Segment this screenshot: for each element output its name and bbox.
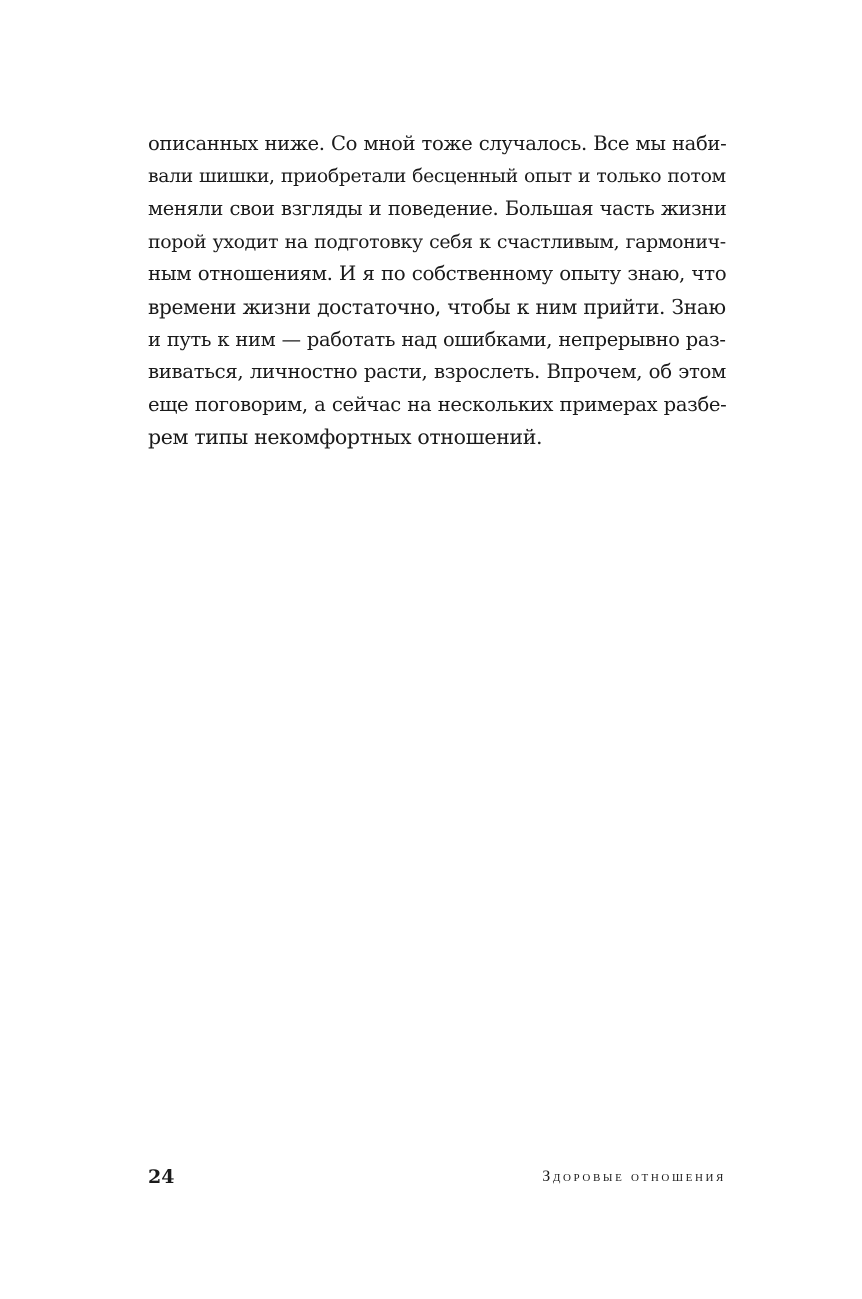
text-line: и путь к ним — работать над ошибками, непрерывно раз-	[148, 327, 726, 351]
body-text	[148, 128, 726, 454]
text-line: времени жизни достаточно, чтобы к ним прийти. Знаю	[148, 294, 726, 319]
text-line: еще поговорим, а сейчас на нескольких примерах разбе-	[148, 392, 727, 416]
text-line: описанных ниже. Со мной тоже случалось. Все мы наби-	[148, 132, 727, 155]
page-footer	[148, 1162, 726, 1192]
text-line: порой уходит на подготовку себя к счастливым, гармонич-	[148, 230, 726, 253]
text-line: меняли свои взгляды и поведение. Большая часть жизни	[148, 197, 727, 221]
text-line: виваться, личностно расти, взрослеть. Впрочем, об этом	[148, 360, 727, 384]
page-number: 24	[148, 1166, 175, 1188]
text-line: рем типы некомфортных отношений.	[148, 425, 543, 450]
text-line: вали шишки, приобретали бесценный опыт и только потом	[148, 165, 726, 187]
running-title: Здоровые отношения	[542, 1168, 726, 1185]
text-line: ным отношениям. И я по собственному опыту знаю, что	[148, 262, 727, 286]
